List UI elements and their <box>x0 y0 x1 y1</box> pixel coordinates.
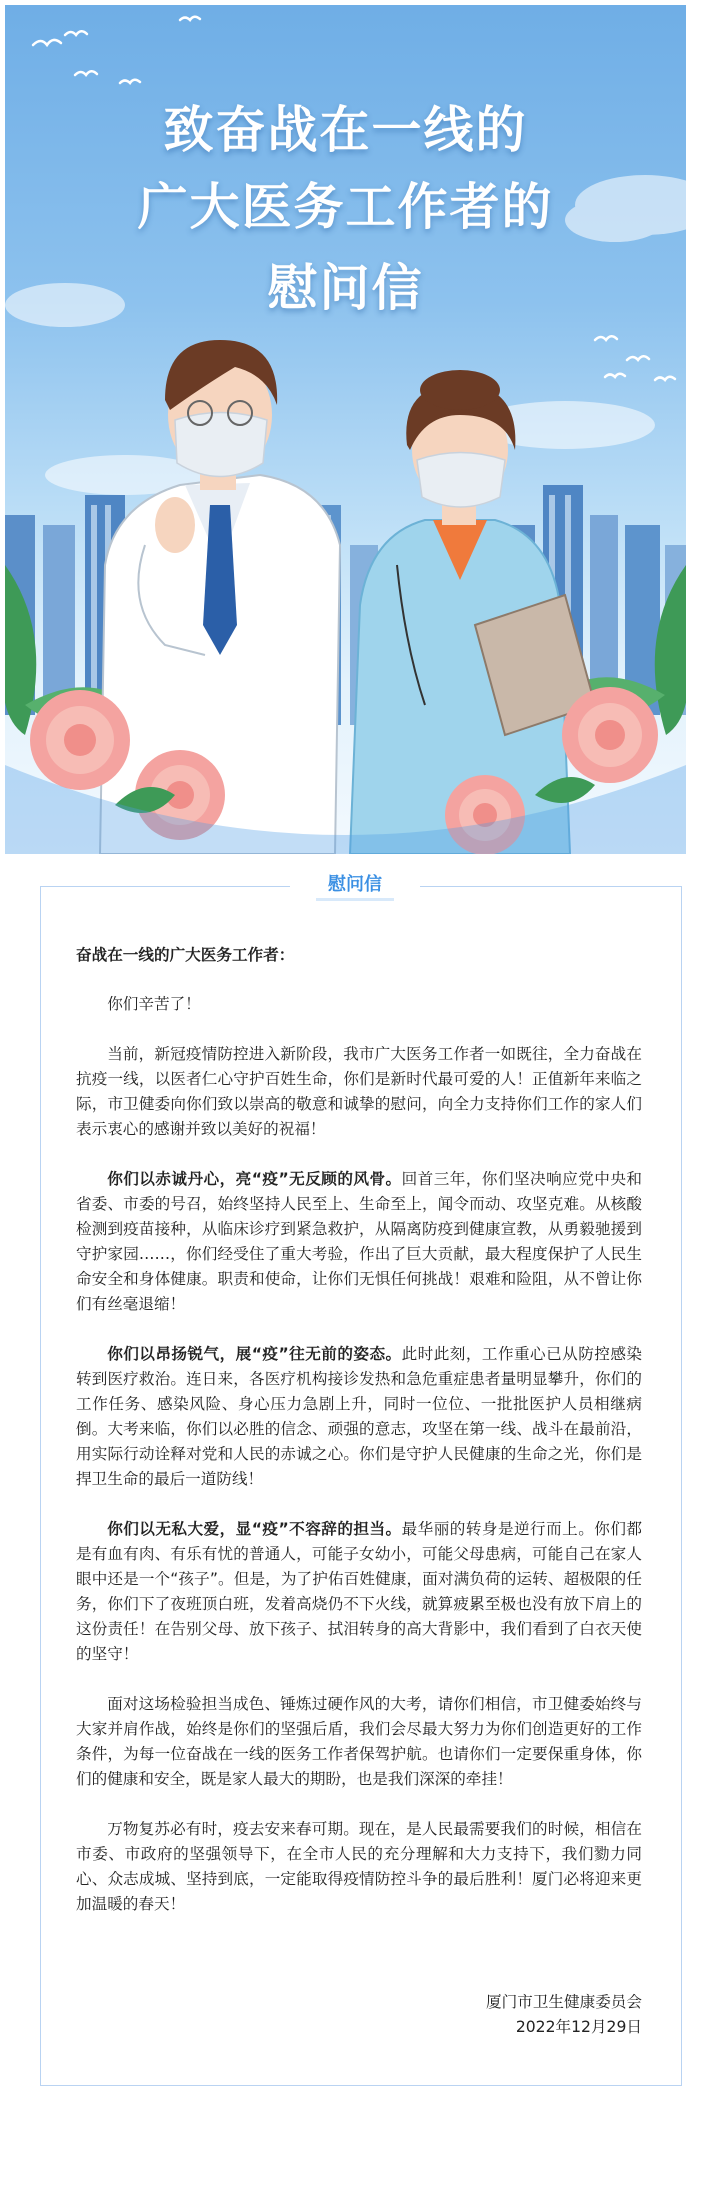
letter-salutation: 奋战在一线的广大医务工作者： <box>76 946 295 964</box>
letter-greeting: 你们辛苦了！ <box>107 995 201 1013</box>
poster-banner <box>5 5 686 854</box>
poster-title-line-2: 广大医务工作者的 <box>137 178 554 236</box>
letter-body <box>76 943 642 1942</box>
letter-paragraph-3 <box>76 1342 642 1492</box>
letter-paragraph-2 <box>76 1167 642 1317</box>
letter-paragraph-1: 当前，新冠疫情防控进入新阶段，我市广大医务工作者一如既往，全力奋战在抗疫一线，以医者仁心守护百姓生命，你们是新时代最可爱的人！正值新年来临之际，市卫健委向你们致以崇高的敬意和诚挚的慰问，向全力支持你们工作的家人们表示衷心的感谢并致以美好的祝福！ <box>76 1045 642 1138</box>
paragraph-2-lead: 你们以赤诚丹心，亮“疫”无反顾的风骨。 <box>107 1170 402 1188</box>
letter-signature: 厦门市卫生健康委员会 <box>486 1993 642 2011</box>
letter-paragraph-5: 面对这场检验担当成色、锤炼过硬作风的大考，请你们相信，市卫健委始终与大家并肩作战，始终是你们的坚强后盾，我们会尽最大努力为你们创造更好的工作条件，为每一位奋战在一线的医务工作者保驾护航。也请你们一定要保重身体，你们的健康和安全，既是家人最大的期盼，也是我们深深的牵挂！ <box>76 1695 642 1788</box>
paragraph-4-text: 最华丽的转身是逆行而上。你们都是有血有肉、有乐有忧的普通人，可能子女幼小，可能父母患病，可能自己在家人眼中还是一个“孩子”。但是，为了护佑百姓健康，面对满负荷的运转、超极限的任务，你们下了夜班顶白班，发着高烧仍不下火线，就算疲累至极也没有放下肩上的这份责任！在告别父母、放下孩子、拭泪转身的高大背影中，我们看到了白衣天使的坚守！ <box>76 1520 642 1663</box>
paragraph-3-text: 此时此刻，工作重心已从防控感染转到医疗救治。连日来，各医疗机构接诊发热和急危重症患者量明显攀升，你们的工作任务、感染风险、身心压力急剧上升，同时一位位、一批批医护人员相继病倒。大考来临，你们以必胜的信念、顽强的意志，攻坚在第一线、战斗在最前沿，用实际行动诠释对党和人民的赤诚之心。你们是守护人民健康的生命之光，你们是捍卫生命的最后一道防线！ <box>76 1345 642 1488</box>
poster-title-line-3: 慰问信 <box>267 259 424 317</box>
letter-paragraph-4 <box>76 1517 642 1667</box>
paragraph-2-text: 回首三年，你们坚决响应党中央和省委、市委的号召，始终坚持人民至上、生命至上，闻令而动、攻坚克难。从核酸检测到疫苗接种，从临床诊疗到紧急救护，从隔离防疫到健康宣教，从勇毅驰援到守护家园……，你们经受住了重大考验，作出了巨大贡献，最大程度保护了人民生命安全和身体健康。职责和使命，让你们无惧任何挑战！艰难和险阻，从不曾让你们有丝毫退缩！ <box>76 1170 642 1313</box>
paragraph-3-lead: 你们以昂扬锐气，展“疫”往无前的姿态。 <box>107 1345 402 1363</box>
letter-paragraph-6: 万物复苏必有时，疫去安来春可期。现在，是人民最需要我们的时候，相信在市委、市政府的坚强领导下，在全市人民的充分理解和大力支持下，我们勠力同心、众志成城、坚持到底，一定能取得疫情防控斗争的最后胜利！厦门必将迎来更加温暖的春天！ <box>76 1820 642 1913</box>
letter-header <box>290 872 420 900</box>
letter-header-label: 慰问信 <box>316 872 394 901</box>
poster-title-line-1: 致奋战在一线的 <box>163 101 528 159</box>
letter-date: 2022年12月29日 <box>515 2018 642 2036</box>
paragraph-4-lead: 你们以无私大爱，显“疫”不容辞的担当。 <box>107 1520 402 1538</box>
